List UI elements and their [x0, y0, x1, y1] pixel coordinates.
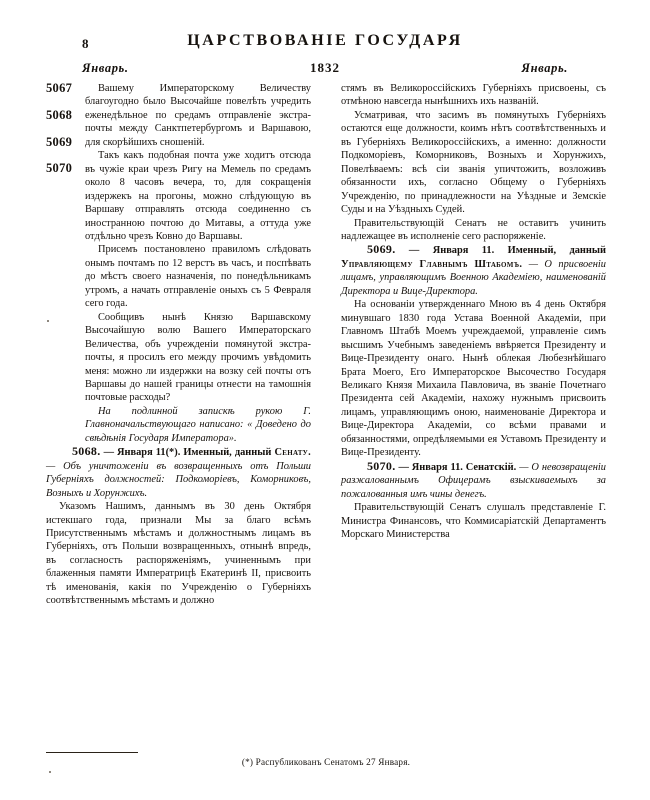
article-number: 5068. [72, 444, 101, 459]
article-dateline: — Января 11. Сенатскій. [398, 461, 517, 473]
article-block-5067 [46, 82, 311, 445]
article-heading-5069 [341, 243, 606, 298]
article-dateline: — Января 11. Именный, данный [408, 245, 606, 257]
paragraph: Сообщивъ нынѣ Князю Варшавскому Высочайшую волю Вашего Императорскаго Величества, объ учрежденіи помянутой экстра-почты, я просилъ его между прочимъ увѣдомить меня: можно ли издержки на возку сей почты отъ Варшавы до нашей границы отнести на тамошнія почтовые расходы? [85, 311, 311, 404]
running-head-right: Январь. [521, 61, 568, 75]
article-number-5070: 5070 [46, 161, 73, 175]
footnote-divider [46, 752, 138, 753]
article-number-5068: 5068 [46, 108, 73, 122]
article-number-5069: 5069 [46, 135, 73, 149]
paper-speck [47, 320, 49, 322]
article-addressee: Сенату. [274, 447, 311, 459]
paragraph: Указомъ Нашимъ, даннымъ въ 30 день Октября истекшаго года, признали Мы за благо всѣмъ Присутственнымъ мѣстамъ и должностнымъ лицамъ въ Губерніяхъ, отъ Польши возвращенныхъ, отнынѣ впредь, въ согласность распоряженіямъ, учиненнымъ при блаженныя памяти Императрицѣ Екатеринѣ II, присвоить тѣ именованія, какія по Учрежденію о Губерніяхъ соотвѣтственнымъ мѣстамъ и должно [46, 501, 311, 607]
page-number: 8 [82, 36, 89, 51]
article-number: 5069. [367, 242, 396, 257]
running-head-left: Январь. [82, 61, 129, 75]
paragraph: Усматривая, что засимъ въ помянутыхъ Губерніяхъ остаются еще должности, коимъ нѣтъ соотвѣтственныхъ и въ Губерніяхъ Великороссійскихъ, а именно: должности Подкоморіевъ, Коморниковъ, Возныхъ и Хорунжихъ, Повелѣваемъ: всѣ сіи званія упичтожить, возложивъ обязанности ихъ, согласно Общему о Губерніяхъ Учрежденію, по принадлежности на Уѣздные и Земскіе Суды и на Уѣздныхъ Судей. [341, 109, 606, 216]
paper-speck [49, 771, 51, 773]
paragraph: Присемъ постановлено правиломъ слѣдовать онымъ почтамъ по 12 верстъ въ часъ, и поспѣвать до мѣстъ своего назначенія, по понедѣльникамъ утромъ, а начать отправленіе оныхъ съ 5 Февраля сего года. [85, 244, 311, 310]
text-columns [46, 82, 606, 752]
signature-note: На подлинной запискѣ рукою Г. Главноначальствующаго написано: « Доведено до свѣдѣнія Государя Императора». [85, 405, 311, 444]
paragraph: На основаніи утвержденнаго Мною въ 4 день Октября минувшаго 1830 года Устава Военной Академіи, при Главномъ Штабѣ Моемъ учреждаемой, управленіе симъ высшимъ Учебнымъ заведеніемъ ввѣряется Президенту и Вице-Президенту онаго. Нынѣ облекая Любезнѣйшаго Брата Моего, Его Императорское Высочество Государя Великаго Князя Михаила Павловича, въ званіе Почетнаго Президента сей Академіи, нахожу нужнымъ присвоить лицамъ, управляющимъ оною, наименованіе Директора и Вице-Директора Академіи, со всѣми правами и обязанностями, опредѣляемыми ея Уставомъ Президенту и Вице-Президенту. [341, 299, 606, 459]
article-number-5067: 5067 [46, 81, 73, 95]
paragraph: Такъ какъ подобная почта уже ходитъ отсюда въ чужіе краи чрезъ Ригу на Мемель по средамъ около 8 часовъ вечера, то, для сокращенія издержекъ на прогоны, можно слѣдующую въ Варшаву отправлять отсюда соединенно съ иностранною почтою до Митавы, а оттуда уже отдѣльно чрезъ Ковно до Варшавы. [85, 150, 311, 242]
running-head [82, 60, 568, 76]
running-head-year: 1832 [310, 60, 340, 75]
paragraph: стямъ въ Великороссійскихъ Губерніяхъ присвоены, съ отмѣною навсегда нынѣшнихъ ихъ названій. [341, 83, 606, 108]
article-number: 5070. [367, 458, 396, 473]
article-heading-5070 [341, 460, 606, 501]
paragraph: Вашему Императорскому Величеству благоугодно было Высочайше повелѣть учредить еженедѣльное по средамъ отправленіе экстра-почты между Санктпетербургомъ и Варшавою, для скорѣйшихъ сношеній. [85, 83, 311, 148]
article-title: — О невозвращеніи разжалованнымъ Офицерамъ взыскиваемыхъ за пожалованныя имъ чины денегъ. [341, 461, 606, 500]
paragraph: Правительствующій Сенатъ не оставитъ учинить надлежащее въ исполненіе сего распоряженіе. [341, 217, 606, 242]
article-title: — Объ уничтоженіи въ возвращенныхъ отъ Польши Губерніяхъ должностей: Подкоморіевъ, Коморниковъ, Возныхъ и Хорунжихъ. [46, 460, 311, 499]
footnote: (*) Распубликованъ Сенатомъ 27 Января. [241, 757, 411, 767]
paragraph: Правительствующій Сенатъ слушалъ представленіе Г. Министра Финансовъ, что Коммисаріатскій Департаментъ Морскаго Министерства [341, 502, 606, 540]
right-column [341, 82, 606, 752]
left-column [46, 82, 311, 752]
article-title: — О присвоеніи лицамъ, управляющимъ Военною Академіею, наименованій Директора и Вице-Директора. [341, 258, 606, 297]
article-addressee: Управляющему Главнымъ Штабомъ. [341, 258, 523, 270]
article-dateline: — Января 11(*). Именный, данный [103, 447, 272, 459]
article-heading-5068 [46, 445, 311, 500]
page-title: ЦАРСТВОВАНIЕ ГОСУДАРЯ [187, 32, 463, 49]
